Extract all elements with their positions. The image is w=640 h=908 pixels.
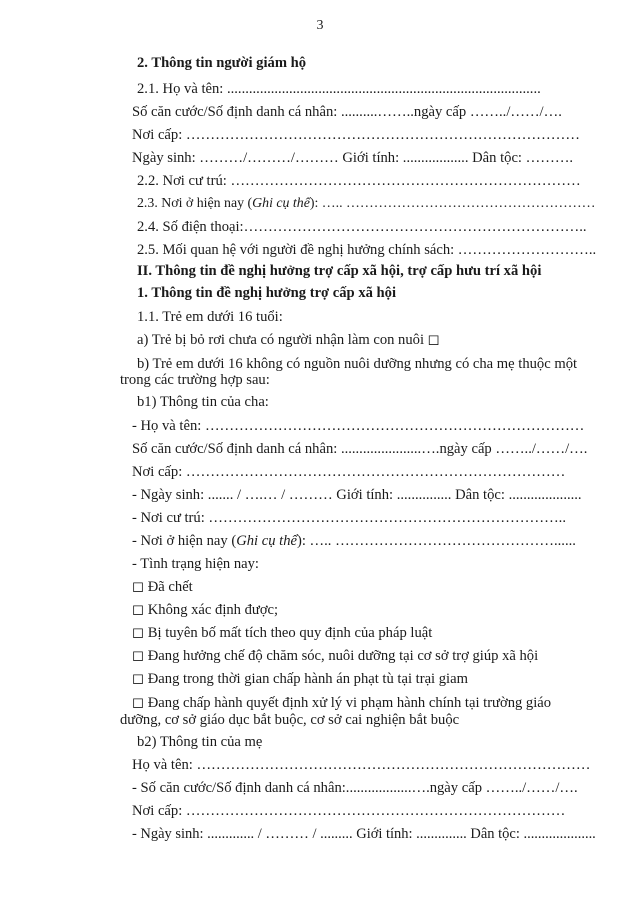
item-child-no-support-cont: trong các trường hợp sau: [120,372,270,388]
father-status-label: - Tình trạng hiện nay: [132,556,259,572]
guardian-phone-line: 2.4. Số điện thoại:…………………………………………………………….. [137,219,587,235]
heading-father-info: b1) Thông tin của cha: [137,394,269,410]
status-option-administrative: ◻ Đang chấp hành quyết định xử lý vi phạm hành chính tại trường giáo [132,695,552,711]
father-name-line: - Họ và tên: …………………………………………………………………… [132,418,585,434]
heading-mother-info: b2) Thông tin của mẹ [137,734,263,750]
father-issue-place-line: Nơi cấp: …………………………………………………………………… [132,464,566,480]
heading-social-allowance: 1. Thông tin đề nghị hưởng trợ cấp xã hội [137,285,397,301]
heading-guardian-info: 2. Thông tin người giám hộ [137,55,307,71]
status-option-missing: ◻ Bị tuyên bố mất tích theo quy định của pháp luật [132,625,433,641]
guardian-relationship-line: 2.5. Mối quan hệ với người đề nghị hưởng chính sách: ……………………….. [137,242,597,258]
guardian-birth-line: Ngày sinh: ………/………/……… Giới tính: .................. Dân tộc: ………. [132,150,574,166]
father-current-address-line: - Nơi ở hiện nay (Ghi cụ thể): ….. ………………………………………...... [132,533,576,549]
mother-id-line: - Số căn cước/Số định danh cá nhân:..................….ngày cấp ……../……/…. [132,780,578,796]
status-option-prison: ◻ Đang trong thời gian chấp hành án phạt tù tại trại giam [132,671,468,687]
father-residence-line: - Nơi cư trú: ……………………………………………………………….. [132,510,566,526]
item-abandoned-child: a) Trẻ bị bỏ rơi chưa có người nhận làm con nuôi ◻ [137,332,440,348]
item-child-no-support: b) Trẻ em dưới 16 không có nguồn nuôi dưỡng nhưng có cha mẹ thuộc một [137,356,578,372]
section-ii-heading: II. Thông tin đề nghị hưởng trợ cấp xã hội, trợ cấp hưu trí xã hội [137,263,542,279]
mother-name-line: Họ và tên: ……………………………………………………………………… [132,757,591,773]
guardian-current-address-line: 2.3. Nơi ở hiện nay (Ghi cụ thể): ….. ……………………………………………… [137,196,596,211]
item-child-under-16: 1.1. Trẻ em dưới 16 tuổi: [137,309,283,325]
father-birth-line: - Ngày sinh: ....... / ….… / ……… Giới tính: ............... Dân tộc: .................... [132,487,582,503]
status-option-deceased: ◻ Đã chết [132,579,193,595]
mother-birth-line: - Ngày sinh: ............. / ……… / ......... Giới tính: .............. Dân tộc: .................... [132,826,596,842]
status-option-administrative-cont: dưỡng, cơ sở giáo dục bắt buộc, cơ sở cai nghiện bắt buộc [120,712,460,728]
guardian-issue-place-line: Nơi cấp: ……………………………………………………………………… [132,127,580,143]
father-id-line: Số căn cước/Số định danh cá nhân: ......................….ngày cấp ……../……/…. [132,441,588,457]
status-option-care-facility: ◻ Đang hưởng chế độ chăm sóc, nuôi dưỡng tại cơ sở trợ giúp xã hội [132,648,539,664]
guardian-residence-line: 2.2. Nơi cư trú: ……………………………………………………………… [137,173,581,189]
guardian-id-line: Số căn cước/Số định danh cá nhân: ..........……..ngày cấp ……../……/…. [132,104,562,120]
guardian-name-line: 2.1. Họ và tên: ...................................................................................... [137,81,541,97]
mother-issue-place-line: Nơi cấp: …………………………………………………………………… [132,803,566,819]
status-option-unknown: ◻ Không xác định được; [132,602,279,618]
page-number: 3 [316,18,324,33]
